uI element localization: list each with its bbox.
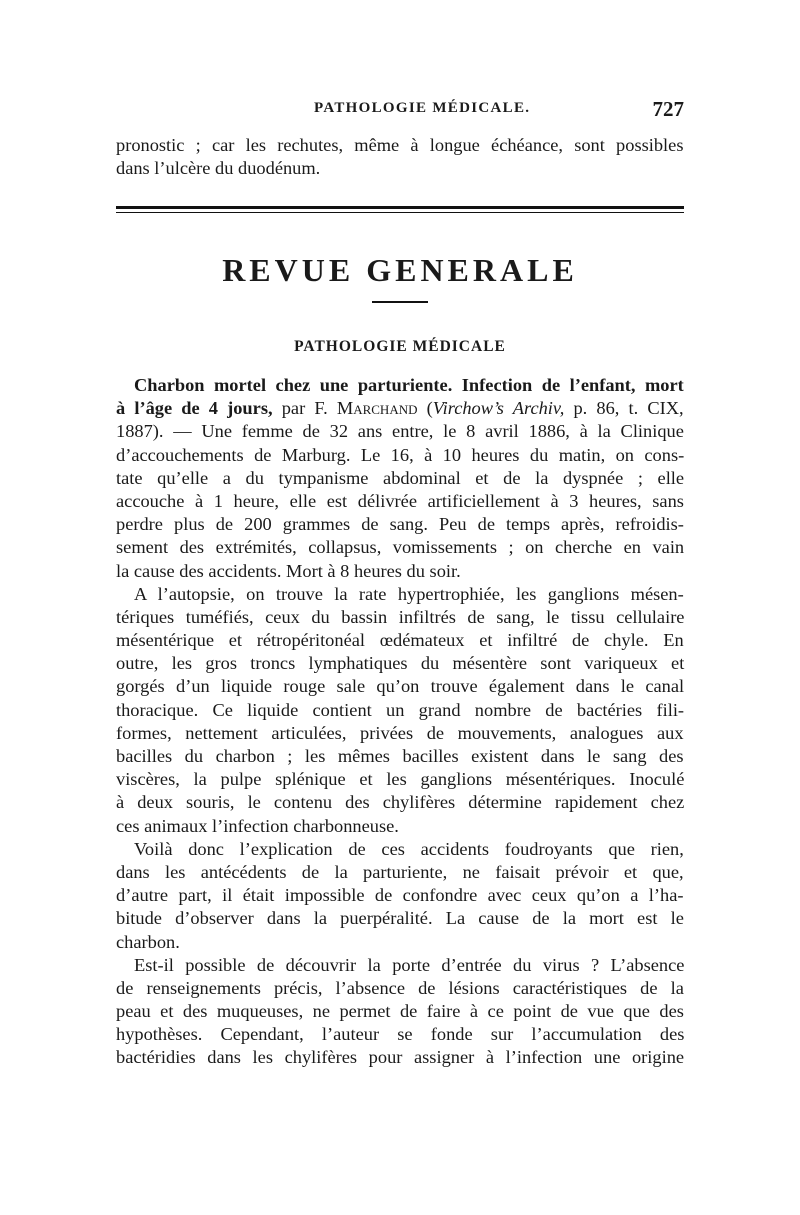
text-line: accouche à 1 heure, elle est délivrée artificiellement à 3 heures, sans [116,490,684,511]
text-line: A l’autopsie, on trouve la rate hypertrophiée, les ganglions mésen- [134,583,684,604]
text-line: mésentérique et rétropéritonéal œdémateux et infiltré de chyle. En [116,630,684,651]
text-line: tériques tuméfiés, ceux du bassin infiltrés de sang, le tissu cellulaire [116,606,685,627]
article-title: Charbon mortel chez une parturiente. Infection de l’enfant, mort [134,375,684,395]
text-line: d’accouchements de Marburg. Le 16, à 10 heures du matin, on cons- [116,444,685,465]
text-line: tate qu’elle a du tympanisme abdominal et de la dyspnée ; elle [116,467,685,488]
text-line: sement des extrémités, collapsus, vomissements ; on cherche en vain [116,537,685,558]
running-head [116,97,684,124]
text-line: ces animaux l’infection charbonneuse. [116,815,399,836]
text-line [116,374,684,397]
journal-name: Virchow’s Archiv, [432,398,565,419]
subsection-title: PATHOLOGIE MÉDICALE [294,338,506,355]
previous-article-ending [116,134,684,180]
text-line: Voilà donc l’explication de ces accidents foudroyants que rien, [134,838,684,859]
text-line: d’autre part, il était impossible de confondre avec ceux qu’on a l’ha- [116,885,684,906]
article-title-continued: à l’âge de 4 jours, [116,398,273,419]
section-title: REVUE GENERALE [222,252,578,288]
article-paragraph [116,374,684,583]
text-line: à deux souris, le contenu des chylifères détermine rapidement chez [116,792,685,813]
section-divider [116,206,684,213]
text-line: thoracique. Ce liquide contient un grand nombre de bactéries fili- [116,699,685,720]
text-line: bitude d’observer dans la puerpéralité. La cause de la mort est le [116,908,684,929]
text-line: formes, nettement articulées, privées de mouvements, analogues aux [116,722,684,743]
article-author: Marchand [336,398,418,419]
text-line: peau et des muqueuses, ne permet de faire à ce point de vue que des [116,1001,684,1022]
text-line [116,397,684,420]
text-line: viscères, la pulpe splénique et les ganglions mésentériques. Inoculé [116,769,685,790]
article-paragraph [116,583,684,838]
article-paragraph [116,954,684,1070]
text-line: hypothèses. Cependant, l’auteur se fonde sur l’accumulation des [116,1024,685,1045]
text-line: dans l’ulcère du duodénum. [116,158,321,179]
source-paren: ( [426,398,433,419]
by-label: par F. [281,398,328,419]
text-line: gorgés d’un liquide rouge sale qu’on trouve également dans le canal [116,676,685,697]
text-line: Est-il possible de découvrir la porte d’entrée du virus ? L’absence [134,954,685,975]
title-underline [372,301,428,303]
text-line: pronostic ; car les rechutes, même à longue échéance, sont possibles [116,135,684,155]
citation-ref: p. 86, t. CIX, [573,398,684,419]
page-number: 727 [652,97,684,121]
text-line: la cause des accidents. Mort à 8 heures du soir. [116,560,461,581]
text-line: de renseignements précis, l’absence de lésions caractéristiques de la [116,977,684,998]
article-body [116,374,684,1070]
text-line: perdre plus de 200 grammes de sang. Peu de temps après, refroidis- [116,514,684,535]
text-line: 1887). — Une femme de 32 ans entre, le 8 avril 1886, à la Clinique [116,421,684,442]
article-paragraph [116,838,684,954]
text-line: bacilles du charbon ; les mêmes bacilles existent dans le sang des [116,746,684,766]
text-line: outre, les gros troncs lymphatiques du mésentère sont variqueux et [116,653,685,674]
text-line: charbon. [116,931,180,952]
text-line: dans les antécédents de la parturiente, ne faisait prévoir et que, [116,861,684,882]
text-line: bactéridies dans les chylifères pour assigner à l’infection une origine [116,1047,685,1068]
running-head-title: PATHOLOGIE MÉDICALE. [314,100,531,116]
